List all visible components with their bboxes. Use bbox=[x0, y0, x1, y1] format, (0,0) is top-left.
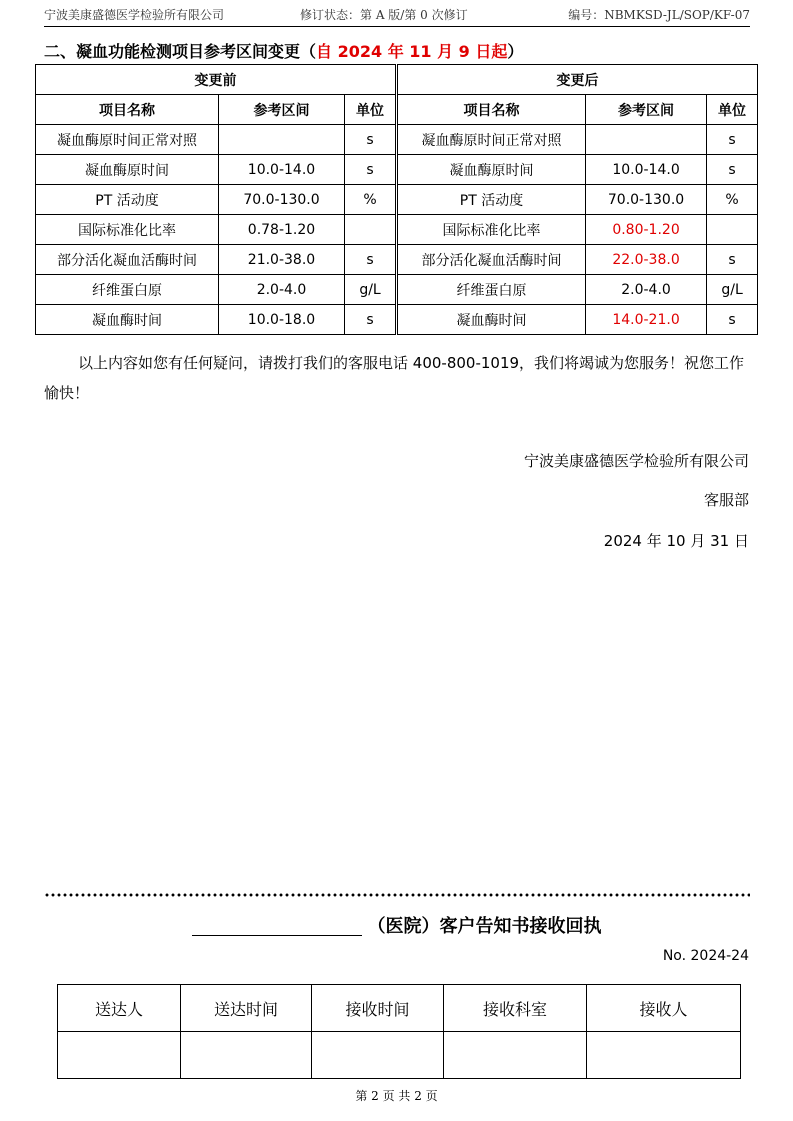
receipt-col-header: 送达时间 bbox=[181, 985, 312, 1032]
after-range: 2.0-4.0 bbox=[586, 275, 707, 305]
after-unit: s bbox=[707, 125, 758, 155]
after-unit: s bbox=[707, 155, 758, 185]
col-header: 参考区间 bbox=[586, 95, 707, 125]
send-time-cell[interactable] bbox=[181, 1032, 312, 1079]
after-range: 70.0-130.0 bbox=[586, 185, 707, 215]
header-doc-number: 编号：NBMKSD-JL/SOP/KF-07 bbox=[568, 8, 750, 22]
before-unit: g/L bbox=[345, 275, 397, 305]
sender-cell[interactable] bbox=[58, 1032, 181, 1079]
receipt-table bbox=[57, 984, 741, 1079]
after-range-changed: 14.0-21.0 bbox=[586, 305, 707, 335]
after-item-name: 纤维蛋白原 bbox=[397, 275, 586, 305]
before-unit: s bbox=[345, 155, 397, 185]
before-unit: s bbox=[345, 245, 397, 275]
before-item-name: 纤维蛋白原 bbox=[36, 275, 219, 305]
after-unit: g/L bbox=[707, 275, 758, 305]
receive-time-cell[interactable] bbox=[312, 1032, 444, 1079]
after-range: 10.0-14.0 bbox=[586, 155, 707, 185]
table-row bbox=[36, 215, 758, 245]
receipt-title-text: （医院）客户告知书接收回执 bbox=[367, 916, 602, 937]
signature-company: 宁波美康盛德医学检验所有限公司 bbox=[523, 452, 749, 470]
col-header: 单位 bbox=[345, 95, 397, 125]
contact-paragraph: 以上内容如您有任何疑问，请拨打我们的客服电话 400-800-1019，我们将竭诚为您服务！祝您工作愉快！ bbox=[44, 354, 745, 402]
before-unit: s bbox=[345, 125, 397, 155]
signature-department: 客服部 bbox=[703, 491, 749, 509]
col-header: 项目名称 bbox=[397, 95, 586, 125]
before-header: 变更前 bbox=[36, 65, 397, 95]
table-row bbox=[36, 125, 758, 155]
receipt-col-header: 接收人 bbox=[587, 985, 741, 1032]
header-revision: 修订状态：第 A 版/第 0 次修订 bbox=[300, 8, 468, 22]
table-row bbox=[36, 185, 758, 215]
after-header: 变更后 bbox=[397, 65, 758, 95]
signature-date: 2024 年 10 月 31 日 bbox=[603, 532, 749, 550]
effective-date: 自 2024 年 11 月 9 日起 bbox=[316, 42, 508, 61]
after-item-name: 凝血酶原时间 bbox=[397, 155, 586, 185]
receipt-col-header: 接收科室 bbox=[444, 985, 587, 1032]
col-header: 单位 bbox=[707, 95, 758, 125]
receipt-col-header: 送达人 bbox=[58, 985, 181, 1032]
before-item-name: 凝血酶时间 bbox=[36, 305, 219, 335]
page-footer: 第 2 页 共 2 页 bbox=[355, 1089, 438, 1103]
receipt-col-header: 接收时间 bbox=[312, 985, 444, 1032]
table-row bbox=[36, 275, 758, 305]
col-header: 参考区间 bbox=[219, 95, 345, 125]
after-unit: s bbox=[707, 305, 758, 335]
before-range: 21.0-38.0 bbox=[219, 245, 345, 275]
page-header bbox=[44, 6, 750, 24]
receipt-title bbox=[0, 912, 793, 938]
before-item-name: 国际标准化比率 bbox=[36, 215, 219, 245]
after-item-name: 凝血酶时间 bbox=[397, 305, 586, 335]
before-range: 70.0-130.0 bbox=[219, 185, 345, 215]
after-unit: s bbox=[707, 245, 758, 275]
header-rule bbox=[44, 26, 750, 27]
table-row bbox=[36, 155, 758, 185]
before-range: 2.0-4.0 bbox=[219, 275, 345, 305]
receive-department-cell[interactable] bbox=[444, 1032, 587, 1079]
receipt-number: No. 2024-24 bbox=[662, 948, 749, 964]
before-range: 0.78-1.20 bbox=[219, 215, 345, 245]
before-unit: s bbox=[345, 305, 397, 335]
before-range bbox=[219, 125, 345, 155]
after-item-name: 凝血酶原时间正常对照 bbox=[397, 125, 586, 155]
column-header-row bbox=[36, 95, 758, 125]
after-item-name: 国际标准化比率 bbox=[397, 215, 586, 245]
before-unit: % bbox=[345, 185, 397, 215]
before-item-name: 凝血酶原时间 bbox=[36, 155, 219, 185]
after-item-name: 部分活化凝血活酶时间 bbox=[397, 245, 586, 275]
before-item-name: 凝血酶原时间正常对照 bbox=[36, 125, 219, 155]
after-range bbox=[586, 125, 707, 155]
col-header: 项目名称 bbox=[36, 95, 219, 125]
header-company: 宁波美康盛德医学检验所有限公司 bbox=[44, 8, 225, 22]
cut-line bbox=[44, 893, 750, 897]
reference-range-table bbox=[35, 64, 758, 335]
after-unit: % bbox=[707, 185, 758, 215]
after-item-name: PT 活动度 bbox=[397, 185, 586, 215]
before-item-name: PT 活动度 bbox=[36, 185, 219, 215]
section-title bbox=[44, 39, 523, 62]
table-row bbox=[36, 245, 758, 275]
after-unit bbox=[707, 215, 758, 245]
before-range: 10.0-14.0 bbox=[219, 155, 345, 185]
receipt-input-row bbox=[58, 1032, 741, 1079]
hospital-name-blank[interactable] bbox=[192, 935, 362, 936]
after-range-changed: 22.0-38.0 bbox=[586, 245, 707, 275]
section-title-close: ） bbox=[507, 42, 524, 61]
after-range-changed: 0.80-1.20 bbox=[586, 215, 707, 245]
receipt-header-row bbox=[58, 985, 741, 1032]
before-unit bbox=[345, 215, 397, 245]
table-row bbox=[36, 305, 758, 335]
before-range: 10.0-18.0 bbox=[219, 305, 345, 335]
before-item-name: 部分活化凝血活酶时间 bbox=[36, 245, 219, 275]
section-title-text: 二、凝血功能检测项目参考区间变更（ bbox=[44, 42, 317, 61]
receiver-cell[interactable] bbox=[587, 1032, 741, 1079]
